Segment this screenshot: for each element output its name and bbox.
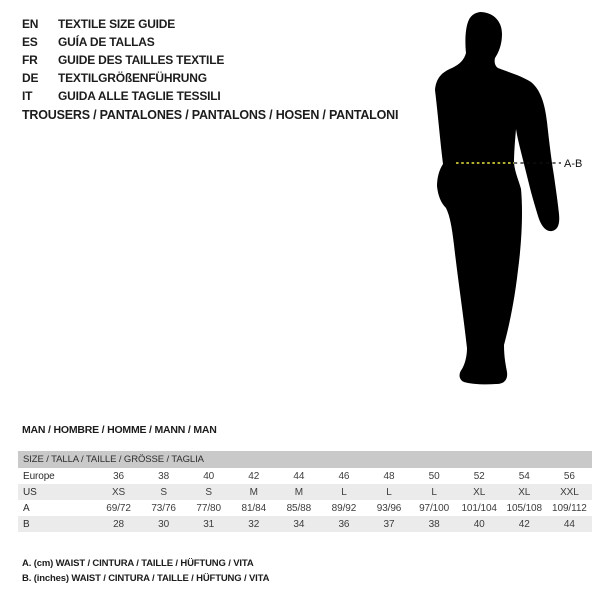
man-silhouette-figure <box>410 0 600 400</box>
note-b-inches: B. (inches) WAIST / CINTURA / TAILLE / HÜFTUNG / VITA <box>22 573 270 584</box>
size-table <box>18 468 592 532</box>
measure-label-ab: A-B <box>564 158 583 170</box>
size-cell: 38 <box>158 470 170 482</box>
size-cell: 85/88 <box>286 502 312 514</box>
size-cell: M <box>249 486 258 498</box>
table-row-us <box>18 484 592 500</box>
size-cell: 36 <box>113 470 124 482</box>
size-cell: XL <box>473 486 486 498</box>
size-cell: 34 <box>293 518 305 530</box>
language-code: FR <box>22 53 38 67</box>
row-label: US <box>23 486 37 498</box>
language-row-fr <box>22 51 224 69</box>
size-cell: 28 <box>113 518 124 530</box>
size-cell: 44 <box>293 470 305 482</box>
size-cell: 73/76 <box>151 502 176 514</box>
size-cell: 56 <box>563 470 575 482</box>
size-cell: 40 <box>203 470 215 482</box>
language-row-en <box>22 15 224 33</box>
size-cell: 105/108 <box>506 502 542 514</box>
language-list <box>22 15 224 105</box>
size-cell: 81/84 <box>241 502 267 514</box>
silhouette-shape <box>435 12 559 384</box>
size-cell: 36 <box>338 518 350 530</box>
size-cell: S <box>160 486 167 498</box>
language-label: TEXTILE SIZE GUIDE <box>58 17 176 31</box>
size-cell: 31 <box>203 518 215 530</box>
size-table-header: SIZE / TALLA / TAILLE / GRÖSSE / TAGLIA <box>18 451 592 468</box>
language-code: ES <box>22 35 38 49</box>
language-label: GUIDA ALLE TAGLIE TESSILI <box>58 89 221 103</box>
size-cell: 101/104 <box>461 502 497 514</box>
size-cell: 93/96 <box>376 502 402 514</box>
measurement-notes <box>22 556 269 586</box>
size-cell: M <box>294 486 303 498</box>
language-code: DE <box>22 71 39 85</box>
section-title-man: MAN / HOMBRE / HOMME / MANN / MAN <box>22 424 217 436</box>
size-cell: 109/112 <box>552 502 587 514</box>
table-row-europe <box>18 468 592 484</box>
size-cell: XXL <box>560 486 579 498</box>
language-row-es <box>22 33 224 51</box>
language-label: TEXTILGRÖßENFÜHRUNG <box>58 71 207 85</box>
size-cell: XL <box>518 486 531 498</box>
row-label: Europe <box>23 470 55 482</box>
language-row-de <box>22 69 224 87</box>
language-row-it <box>22 87 224 105</box>
size-cell: 48 <box>383 470 395 482</box>
size-cell: 97/100 <box>419 502 450 514</box>
size-cell: 69/72 <box>106 502 131 514</box>
garment-title: TROUSERS / PANTALONES / PANTALONS / HOSEN / PANTALONI <box>22 108 399 122</box>
language-label: GUIDE DES TAILLES TEXTILE <box>58 53 225 67</box>
size-cell: 37 <box>383 518 395 530</box>
row-label: A <box>23 502 30 514</box>
table-row-a-cm <box>18 500 592 516</box>
size-cell: 89/92 <box>331 502 357 514</box>
size-cell: 77/80 <box>196 502 221 514</box>
language-label: GUÍA DE TALLAS <box>58 35 155 49</box>
size-cell: 40 <box>473 518 485 530</box>
size-cell: 44 <box>563 518 575 530</box>
size-cell: L <box>341 486 347 498</box>
size-cell: 50 <box>428 470 440 482</box>
size-cell: 42 <box>248 470 260 482</box>
size-cell: 32 <box>248 518 260 530</box>
table-row-b-inches <box>18 516 592 532</box>
size-table-section <box>18 451 592 532</box>
language-code: IT <box>22 89 33 103</box>
size-cell: L <box>431 486 437 498</box>
size-cell: 42 <box>518 518 530 530</box>
size-cell: S <box>205 486 212 498</box>
size-cell: 30 <box>158 518 170 530</box>
size-cell: XS <box>111 486 126 498</box>
size-cell: 52 <box>473 470 485 482</box>
size-cell: 54 <box>518 470 530 482</box>
size-cell: 38 <box>428 518 440 530</box>
size-cell: 46 <box>338 470 350 482</box>
note-a-cm: A. (cm) WAIST / CINTURA / TAILLE / HÜFTUNG / VITA <box>22 558 254 569</box>
size-cell: L <box>386 486 392 498</box>
row-label: B <box>23 518 30 530</box>
language-code: EN <box>22 17 39 31</box>
